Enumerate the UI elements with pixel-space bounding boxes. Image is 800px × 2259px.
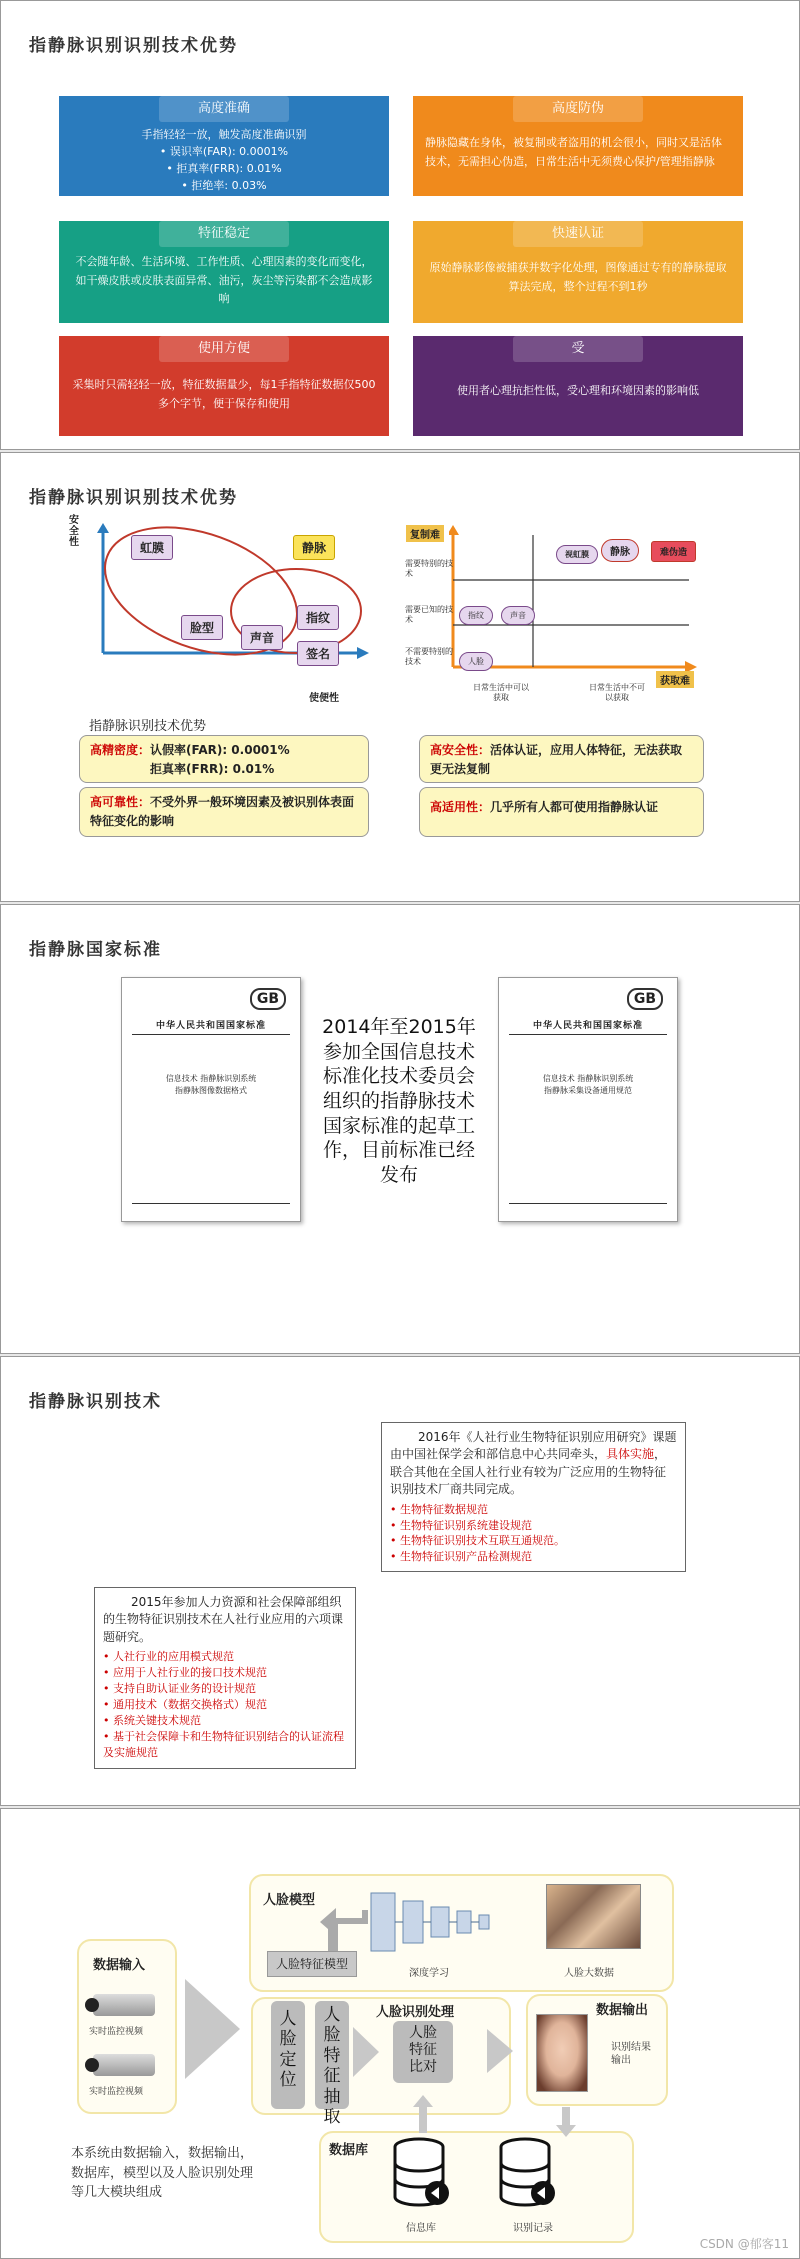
card-text: 使用者心理抗拒性低，受心理和环境因素的影响低 xyxy=(457,384,699,397)
doc-header: 中华人民共和国国家标准 xyxy=(509,1018,667,1035)
advantages-box-title: 指静脉识别技术优势 xyxy=(89,719,207,734)
slide-title: 指静脉识别识别技术优势 xyxy=(29,36,238,56)
research-2016-box xyxy=(381,1422,686,1572)
far-value: 认假率(FAR): 0.0001% xyxy=(150,743,290,757)
research-2015-box xyxy=(94,1587,356,1769)
card-stable-feature xyxy=(59,221,389,323)
tag-fingerprint: 指纹 xyxy=(297,605,339,630)
database-icon xyxy=(499,2135,559,2215)
research-list xyxy=(390,1502,677,1566)
tag-iris: 视虹膜 xyxy=(556,545,598,564)
advantage-security-box xyxy=(419,735,704,783)
doc-header: 中华人民共和国国家标准 xyxy=(132,1018,290,1035)
advantage-text: 几乎所有人都可使用指静脉认证 xyxy=(490,800,659,814)
y-axis-label: 安全性 xyxy=(69,515,79,548)
tag-signature: 签名 xyxy=(297,641,339,666)
card-text: 不会随年龄、生活环境、工作性质、心理因素的变化而变化，如干燥皮肤或皮肤表面异常、油污，灰尘等污染都不会造成影响 xyxy=(75,255,373,306)
database-icon xyxy=(393,2135,453,2215)
tag-voice: 声音 xyxy=(501,606,535,625)
list-item: • 支持自助认证业务的设计规范 xyxy=(103,1681,347,1697)
card-text: 手指轻轻一放，触发高度准确识别 xyxy=(141,128,307,141)
arrow-right-icon xyxy=(185,1979,245,2079)
card-anti-forgery xyxy=(413,96,743,196)
advantage-precision-box xyxy=(79,735,369,783)
research-list xyxy=(103,1649,347,1761)
list-item: • 生物特征识别产品检测规范 xyxy=(390,1549,677,1565)
x-axis-label: 使便性 xyxy=(309,693,339,704)
advantage-label: 高安全性： xyxy=(430,743,491,757)
arrow-right-icon xyxy=(353,2027,383,2077)
arrow-down-icon xyxy=(556,2107,576,2137)
advantage-label: 高可靠性： xyxy=(90,795,151,809)
slide-advantages-charts xyxy=(0,452,800,902)
database-label: 数据库 xyxy=(329,2143,369,2158)
y-axis-label: 复制难 xyxy=(406,525,444,542)
card-text: 静脉隐藏在身体，被复制或者盗用的机会很小，同时又是活体技术，无需担心伪造，日常生活中无须费心保护/管理指静脉 xyxy=(425,136,722,168)
list-item: • 应用于人社行业的接口技术规范 xyxy=(103,1665,347,1681)
face-image xyxy=(536,2014,588,2092)
db-record-label: 识别记录 xyxy=(513,2223,553,2234)
card-easy-use xyxy=(59,336,389,436)
tag-voice: 声音 xyxy=(241,625,283,650)
card-text: 原始静脉影像被捕获并数字化处理，图像通过专有的静脉提取算法完成，整个过程不到1秒 xyxy=(429,261,727,293)
card-high-accuracy xyxy=(59,96,389,196)
system-summary: 本系统由数据输入，数据输出，数据库，模型以及人脸识别处理等几大模块组成 xyxy=(71,2146,254,2200)
feature-extract-box: 人脸特征抽取 xyxy=(315,2001,349,2109)
list-item: • 系统关键技术规范 xyxy=(103,1713,347,1729)
tag-fingerprint: 指纹 xyxy=(459,606,493,625)
feature-model-box: 人脸特征模型 xyxy=(267,1951,357,1977)
slide-vein-technology xyxy=(0,1356,800,1806)
arrow-right-icon xyxy=(487,2029,517,2073)
advantage-label: 高适用性： xyxy=(430,800,491,814)
doc-title: 信息技术 指静脉识别系统 指静脉图像数据格式 xyxy=(165,1074,257,1095)
camera-icon xyxy=(93,1994,155,2016)
advantage-text: 活体认证，应用人体特征，无法获取更无法复制 xyxy=(430,743,683,777)
standard-document-2 xyxy=(498,977,678,1222)
feature-compare-box: 人脸特征比对 xyxy=(393,2021,453,2083)
face-big-data-image xyxy=(546,1884,641,1949)
list-item: • 人社行业的应用模式规范 xyxy=(103,1649,347,1665)
card-title: 受 xyxy=(513,336,643,362)
frr-value: 拒真率(FRR): 0.01% xyxy=(150,762,275,777)
row-label: 需要特别的技术 xyxy=(405,559,453,578)
standard-document-1 xyxy=(121,977,301,1222)
research-text: 2016年《人社行业生物特征识别应用研究》课题由中国社保学会和部信息中心共同牵头， xyxy=(390,1430,677,1462)
neural-network-illustration xyxy=(369,1887,509,1957)
gb-logo: GB xyxy=(250,988,286,1010)
card-acceptance xyxy=(413,336,743,436)
face-locate-box: 人脸定位 xyxy=(271,2001,305,2109)
card-title: 高度防伪 xyxy=(513,96,643,122)
tag-vein: 静脉 xyxy=(601,539,639,562)
db-info-label: 信息库 xyxy=(406,2223,436,2234)
card-fast-auth xyxy=(413,221,743,323)
list-item: • 通用技术（数据交换格式）规范 xyxy=(103,1697,347,1713)
col-label: 日常生活中可以获取 xyxy=(473,683,529,702)
standard-description: 2014年至2015年参加全国信息技术标准化技术委员会组织的指静脉技术国家标准的起草工作，目前标准已经发布 xyxy=(322,1016,476,1187)
card-text: 采集时只需轻轻一放，特征数据量少，每1手指特征数据仅500多个字节，便于保存和使用 xyxy=(72,378,376,410)
result-label: 识别结果输出 xyxy=(611,2042,651,2066)
arrow-up-down-icon xyxy=(413,2095,433,2133)
advantage-label: 高精密度： xyxy=(90,743,151,757)
tag-iris: 虹膜 xyxy=(131,535,173,560)
research-text-highlight: 具体实施 xyxy=(606,1447,655,1462)
tag-vein: 静脉 xyxy=(293,535,335,560)
card-item: • 拒绝率: 0.03% xyxy=(71,177,377,194)
slide-advantages-cards xyxy=(0,0,800,450)
tag-hard-to-forge: 难伪造 xyxy=(651,541,696,562)
col-label: 日常生活中不可以获取 xyxy=(589,683,645,702)
camera-icon xyxy=(93,2054,155,2076)
tag-face: 人脸 xyxy=(459,652,493,671)
data-output-label: 数据输出 xyxy=(596,2003,649,2018)
card-title: 快速认证 xyxy=(513,221,643,247)
advantage-text: 不受外界一般环境因素及被识别体表面特征变化的影响 xyxy=(90,795,355,829)
row-label: 需要已知的技术 xyxy=(405,605,453,624)
card-item: • 拒真率(FRR): 0.01% xyxy=(71,160,377,177)
face-model-label: 人脸模型 xyxy=(263,1893,316,1908)
advantage-applicability-box xyxy=(419,787,704,837)
slide-title: 指静脉识别技术 xyxy=(29,1392,162,1412)
big-data-label: 人脸大数据 xyxy=(564,1968,614,1979)
advantage-reliability-box xyxy=(79,787,369,837)
doc-title: 信息技术 指静脉识别系统 指静脉采集设备通用规范 xyxy=(542,1074,634,1095)
card-title: 特征稳定 xyxy=(159,221,289,247)
gb-logo: GB xyxy=(627,988,663,1010)
camera-label: 实时监控视频 xyxy=(89,2027,144,2037)
camera-label: 实时监控视频 xyxy=(89,2087,144,2097)
row-label: 不需要特别的技术 xyxy=(405,647,453,666)
research-text: 2015年参加人力资源和社会保障部组织的生物特征识别技术在人社行业应用的六项课题研究。 xyxy=(103,1595,344,1644)
card-item: • 误识率(FAR): 0.0001% xyxy=(71,143,377,160)
watermark: CSDN @郁客11 xyxy=(699,2237,789,2251)
arrow-left-icon xyxy=(306,1904,376,1954)
slide-face-recognition-system xyxy=(0,1808,800,2259)
research-text: ，联合其他在全国人社行业有较为广泛应用的生物特征识别技术厂商共同完成。 xyxy=(390,1447,667,1497)
list-item: • 基于社会保障卡和生物特征识别结合的认证流程及实施规范 xyxy=(103,1729,347,1761)
processing-label: 人脸识别处理 xyxy=(376,2005,455,2020)
list-item: • 生物特征识别系统建设规范 xyxy=(390,1518,677,1534)
slide-title: 指静脉识别识别技术优势 xyxy=(29,488,238,508)
list-item: • 生物特征数据规范 xyxy=(390,1502,677,1518)
data-input-label: 数据输入 xyxy=(93,1958,146,1973)
slide-title: 指静脉国家标准 xyxy=(29,940,162,960)
slide-national-standard xyxy=(0,904,800,1354)
deep-learning-label: 深度学习 xyxy=(409,1968,449,1979)
card-title: 使用方便 xyxy=(159,336,289,362)
card-title: 高度准确 xyxy=(159,96,289,122)
tag-face: 脸型 xyxy=(181,615,223,640)
list-item: • 生物特征识别技术互联互通规范。 xyxy=(390,1533,677,1549)
x-axis-label: 获取难 xyxy=(656,671,694,688)
